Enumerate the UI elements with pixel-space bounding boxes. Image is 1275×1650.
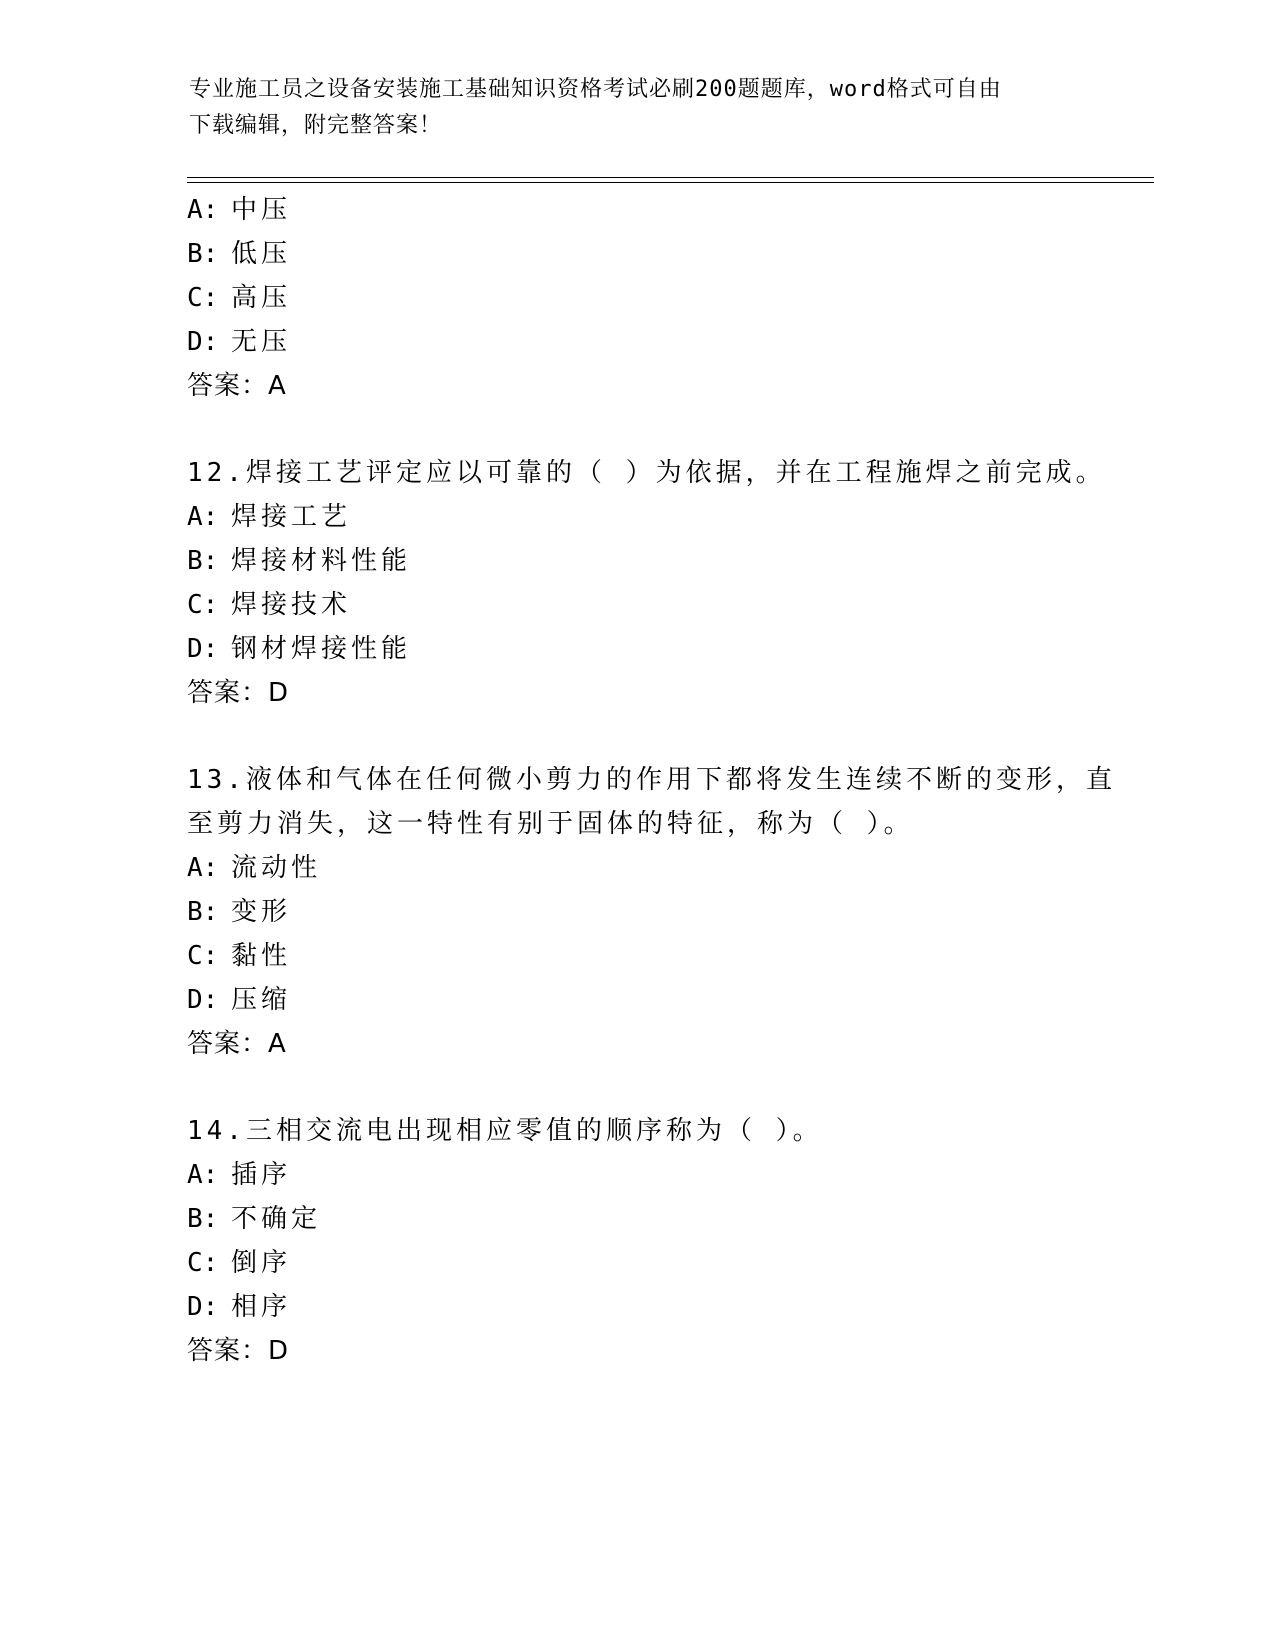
q14-answer [187,1334,289,1368]
option-label: B: [187,1204,219,1234]
option-label: D: [187,327,219,357]
q13-stem-line-1: 13.液体和气体在任何微小剪力的作用下都将发生连续不断的变形，直 [187,765,1116,795]
answer-label: 答案： [187,1029,269,1059]
q14-stem: 14.三相交流电出现相应零值的顺序称为（ ）。 [187,1116,823,1146]
answer-label: 答案： [187,678,269,708]
option-label: A: [187,195,219,225]
option-label: C: [187,283,219,313]
answer-value: A [268,371,287,401]
option-label: C: [187,941,219,971]
option-label: A: [187,853,219,883]
option-text: 焊接技术 [231,590,352,620]
q12-option-b [187,544,411,578]
option-text: 低压 [231,239,292,269]
q14-option-b [187,1202,321,1236]
option-text: 钢材焊接性能 [231,634,412,664]
option-text: 焊接工艺 [231,502,352,532]
option-text: 变形 [231,897,292,927]
document-header [189,72,1089,144]
q12-option-d [187,632,411,666]
option-text: 高压 [231,283,292,313]
q13-option-d [187,983,291,1017]
option-label: D: [187,985,219,1015]
header-line-1: 专业施工员之设备安装施工基础知识资格考试必刷200题题库，word格式可自由 [189,77,1002,102]
option-text: 流动性 [231,853,322,883]
option-label: C: [187,1248,219,1278]
option-label: A: [187,1160,219,1190]
header-divider-top [187,177,1154,178]
header-divider-bottom [187,182,1154,183]
option-label: D: [187,634,219,664]
option-label: C: [187,590,219,620]
option-label: D: [187,1292,219,1322]
answer-value: A [268,1029,287,1059]
answer-value: D [268,1336,290,1366]
q13-option-a [187,851,321,885]
option-text: 压缩 [231,985,292,1015]
q13-option-c [187,939,291,973]
q14-option-c [187,1246,291,1280]
q11-option-c [187,281,291,315]
q11-answer [187,369,287,403]
answer-value: D [268,678,290,708]
option-label: A: [187,502,219,532]
option-text: 相序 [231,1292,292,1322]
q12-stem: 12.焊接工艺评定应以可靠的（ ）为依据，并在工程施焊之前完成。 [187,458,1106,488]
option-label: B: [187,239,219,269]
q13-answer [187,1027,287,1061]
q13-option-b [187,895,291,929]
option-text: 中压 [231,195,292,225]
q11-option-d [187,325,291,359]
option-label: B: [187,546,219,576]
q14-option-d [187,1290,291,1324]
q12-answer [187,676,289,710]
q11-option-a [187,193,291,227]
option-text: 不确定 [231,1204,322,1234]
answer-label: 答案： [187,1336,269,1366]
option-text: 焊接材料性能 [231,546,412,576]
option-text: 无压 [231,327,292,357]
q12-option-a [187,500,351,534]
header-line-2: 下载编辑，附完整答案！ [189,113,443,138]
option-label: B: [187,897,219,927]
option-text: 插序 [231,1160,292,1190]
option-text: 黏性 [231,941,292,971]
answer-label: 答案： [187,371,269,401]
q14-option-a [187,1158,291,1192]
option-text: 倒序 [231,1248,292,1278]
q12-option-c [187,588,351,622]
q13-stem-line-2: 至剪力消失，这一特性有别于固体的特征，称为（ ）。 [187,809,914,839]
q11-option-b [187,237,291,271]
